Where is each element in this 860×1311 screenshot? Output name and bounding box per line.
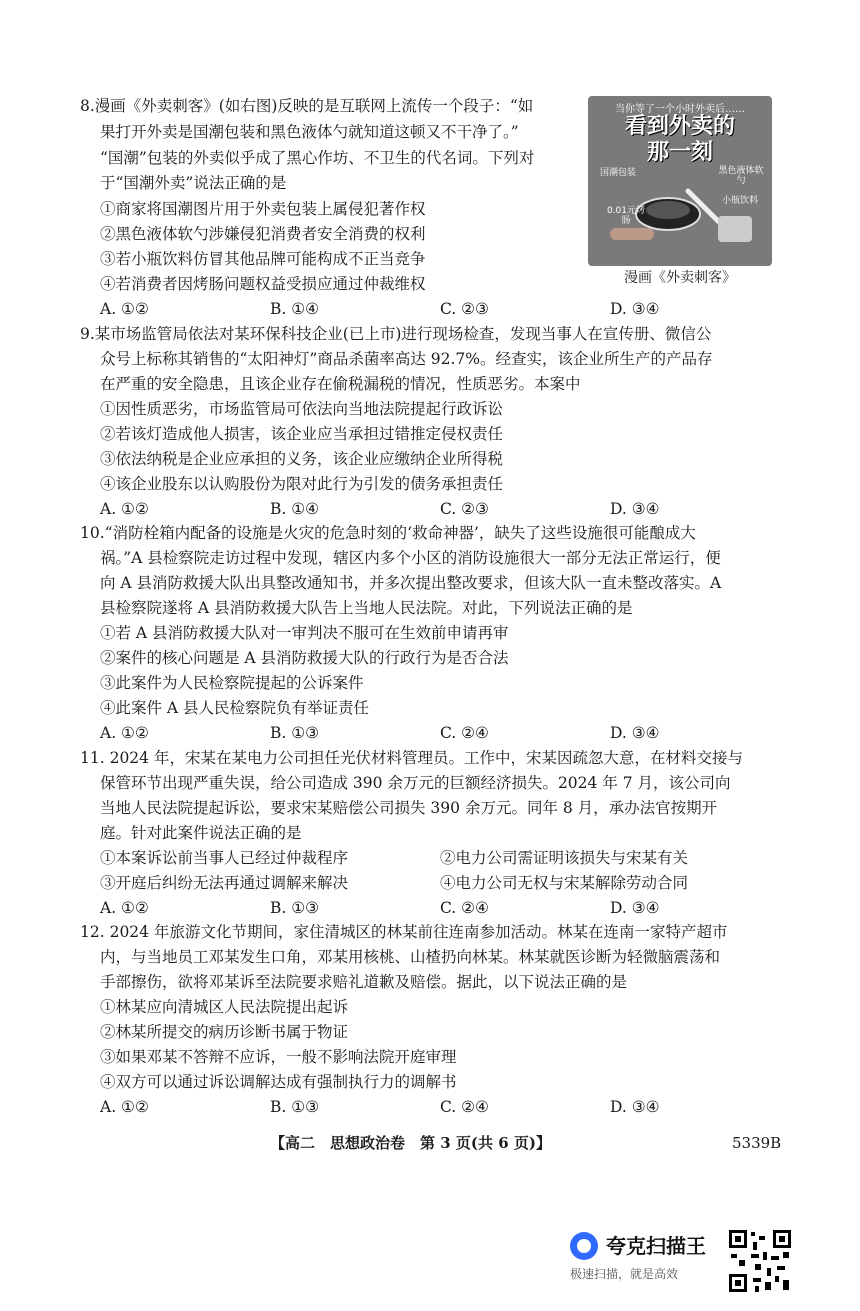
q8-option-a: A. ①② — [100, 300, 149, 318]
q11-option-d: D. ③④ — [610, 899, 660, 917]
sausage-shape — [610, 228, 654, 240]
q9-option-c: C. ②③ — [440, 500, 489, 518]
cartoon-title-line-1: 看到外卖的 — [624, 114, 735, 139]
q8-option-d: D. ③④ — [610, 300, 660, 318]
q11-line-2: 保管环节出现严重失误，给公司造成 390 余万元的巨额经济损失。2024 年 7 月，该公司向 — [100, 774, 731, 792]
bowl-lid-shape — [646, 201, 690, 219]
cartoon-caption: 漫画《外卖刺客》 — [624, 270, 736, 286]
q11-option-a: A. ①② — [100, 899, 149, 917]
q8-choice-3: ③若小瓶饮料仿冒其他品牌可能构成不正当竞争 — [100, 250, 426, 268]
cartoon-tag-sausage: 0.01元烤肠 — [606, 206, 646, 226]
q9-option-a: A. ①② — [100, 500, 149, 518]
q12-choice-2: ②林某所提交的病历诊断书属于物证 — [100, 1023, 349, 1041]
q9-line-2: 众号上标称其销售的“太阳神灯”商品杀菌率高达 92.7%。经查实，该企业所生产的产品存 — [100, 350, 713, 368]
q9-choice-4: ④该企业股东以认购股份为限对此行为引发的债务承担责任 — [100, 475, 504, 493]
q10-option-b: B. ①③ — [270, 724, 320, 742]
q9-choice-3: ③依法纳税是企业应承担的义务，该企业应缴纳企业所得税 — [100, 450, 504, 468]
q10-option-d: D. ③④ — [610, 724, 660, 742]
q12-choice-3: ③如果邓某不答辩不应诉，一般不影响法院开庭审理 — [100, 1048, 457, 1066]
q10-option-a: A. ①② — [100, 724, 149, 742]
q11-line-3: 当地人民法院提起诉讼，要求宋某赔偿公司损失 390 余万元。同年 8 月，承办法官按期开 — [100, 799, 718, 817]
q8-choice-2: ②黑色液体软勺涉嫌侵犯消费者安全消费的权利 — [100, 225, 426, 243]
q12-option-b: B. ①③ — [270, 1098, 320, 1116]
drink-bottle-shape — [718, 216, 752, 242]
footer-page-info: 【高二 思想政治卷 第 3 页(共 6 页)】 — [270, 1134, 551, 1152]
cartoon-image — [588, 96, 772, 266]
q10-option-c: C. ②④ — [440, 724, 489, 742]
q11-choice-2: ②电力公司需证明该损失与宋某有关 — [440, 849, 689, 867]
q11-choice-4: ④电力公司无权与宋某解除劳动合同 — [440, 874, 689, 892]
q8-line-3: “国潮”包装的外卖似乎成了黑心作坊、不卫生的代名词。下列对 — [100, 149, 535, 167]
q10-line-1: 10.“消防栓箱内配备的设施是火灾的危急时刻的‘救命神器’，缺失了这些设施很可能酿成大 — [80, 524, 696, 542]
scanner-watermark — [570, 1228, 730, 1288]
q12-option-c: C. ②④ — [440, 1098, 489, 1116]
q11-line-1: 11. 2024 年，宋某在某电力公司担任光伏材料管理员。工作中，宋某因疏忽大意，在材料交接与 — [80, 749, 743, 767]
q9-option-d: D. ③④ — [610, 500, 660, 518]
q11-option-b: B. ①③ — [270, 899, 320, 917]
q8-option-c: C. ②③ — [440, 300, 489, 318]
q10-choice-3: ③此案件为人民检察院提起的公诉案件 — [100, 674, 364, 692]
cartoon-tag-black-spoon: 黑色液体软勺 — [718, 166, 764, 186]
q11-choice-3: ③开庭后纠纷无法再通过调解来解决 — [100, 874, 349, 892]
q10-choice-2: ②案件的核心问题是 A 县消防救援大队的行政行为是否合法 — [100, 649, 509, 667]
q12-line-1: 12. 2024 年旅游文化节期间，家住清城区的林某前往连南参加活动。林某在连南一家特产超市 — [80, 923, 728, 941]
q8-line-4: 于“国潮外卖”说法正确的是 — [100, 174, 287, 192]
q8-option-b: B. ①④ — [270, 300, 320, 318]
cartoon-top-caption: 当你等了一个小时外卖后…… — [615, 104, 745, 115]
q8-choice-1: ①商家将国潮图片用于外卖包装上属侵犯著作权 — [100, 200, 426, 218]
q9-line-1: 9.某市场监管局依法对某环保科技企业(已上市)进行现场检查，发现当事人在宣传册、微信公 — [80, 325, 712, 343]
q12-choice-4: ④双方可以通过诉讼调解达成有强制执行力的调解书 — [100, 1073, 457, 1091]
q8-line-1: 8.漫画《外卖刺客》(如右图)反映的是互联网上流传一个段子：“如 — [80, 97, 534, 115]
q11-choice-1: ①本案诉讼前当事人已经过仲裁程序 — [100, 849, 349, 867]
q11-option-c: C. ②④ — [440, 899, 489, 917]
cartoon-tag-drink: 小瓶饮料 — [722, 196, 759, 206]
scanner-brand-name: 夸克扫描王 — [606, 1234, 706, 1258]
cartoon-title-line-2: 那一刻 — [646, 140, 713, 165]
q10-choice-4: ④此案件 A 县人民检察院负有举证责任 — [100, 699, 370, 717]
q12-option-a: A. ①② — [100, 1098, 149, 1116]
cartoon-tag-guochao: 国潮包装 — [599, 168, 636, 178]
q12-choice-1: ①林某应向清城区人民法院提出起诉 — [100, 998, 349, 1016]
q12-option-d: D. ③④ — [610, 1098, 660, 1116]
q9-choice-1: ①因性质恶劣，市场监管局可依法向当地法院提起行政诉讼 — [100, 400, 504, 418]
q9-choice-2: ②若该灯造成他人损害，该企业应当承担过错推定侵权责任 — [100, 425, 504, 443]
q10-choice-1: ①若 A 县消防救援大队对一审判决不服可在生效前申请再审 — [100, 624, 509, 642]
scanner-slogan: 极速扫描，就是高效 — [570, 1267, 679, 1281]
q9-option-b: B. ①④ — [270, 500, 320, 518]
q10-line-4: 县检察院遂将 A 县消防救援大队告上当地人民法院。对此，下列说法正确的是 — [100, 599, 633, 617]
q10-line-3: 向 A 县消防救援大队出具整改通知书，并多次提出整改要求，但该大队一直未整改落实。A — [100, 574, 722, 592]
q11-line-4: 庭。针对此案件说法正确的是 — [100, 824, 302, 842]
q8-line-2: 果打开外卖是国潮包装和黑色液体勺就知道这顿又不干净了。” — [100, 123, 519, 141]
q12-line-2: 内，与当地员工邓某发生口角，邓某用核桃、山楂扔向林某。林某就医诊断为轻微脑震荡和 — [100, 948, 721, 966]
q10-line-2: 祸。”A 县检察院走访过程中发现，辖区内多个小区的消防设施很大一部分无法正常运行，便 — [100, 549, 721, 567]
footer-code: 5339B — [732, 1134, 782, 1152]
qr-code-icon — [727, 1228, 793, 1294]
quark-logo-icon — [570, 1232, 598, 1260]
q9-line-3: 在严重的安全隐患，且该企业存在偷税漏税的情况，性质恶劣。本案中 — [100, 375, 581, 393]
q12-line-3: 手部擦伤，欲将邓某诉至法院要求赔礼道歉及赔偿。据此，以下说法正确的是 — [100, 973, 628, 991]
q8-choice-4: ④若消费者因烤肠问题权益受损应通过仲裁维权 — [100, 275, 426, 293]
